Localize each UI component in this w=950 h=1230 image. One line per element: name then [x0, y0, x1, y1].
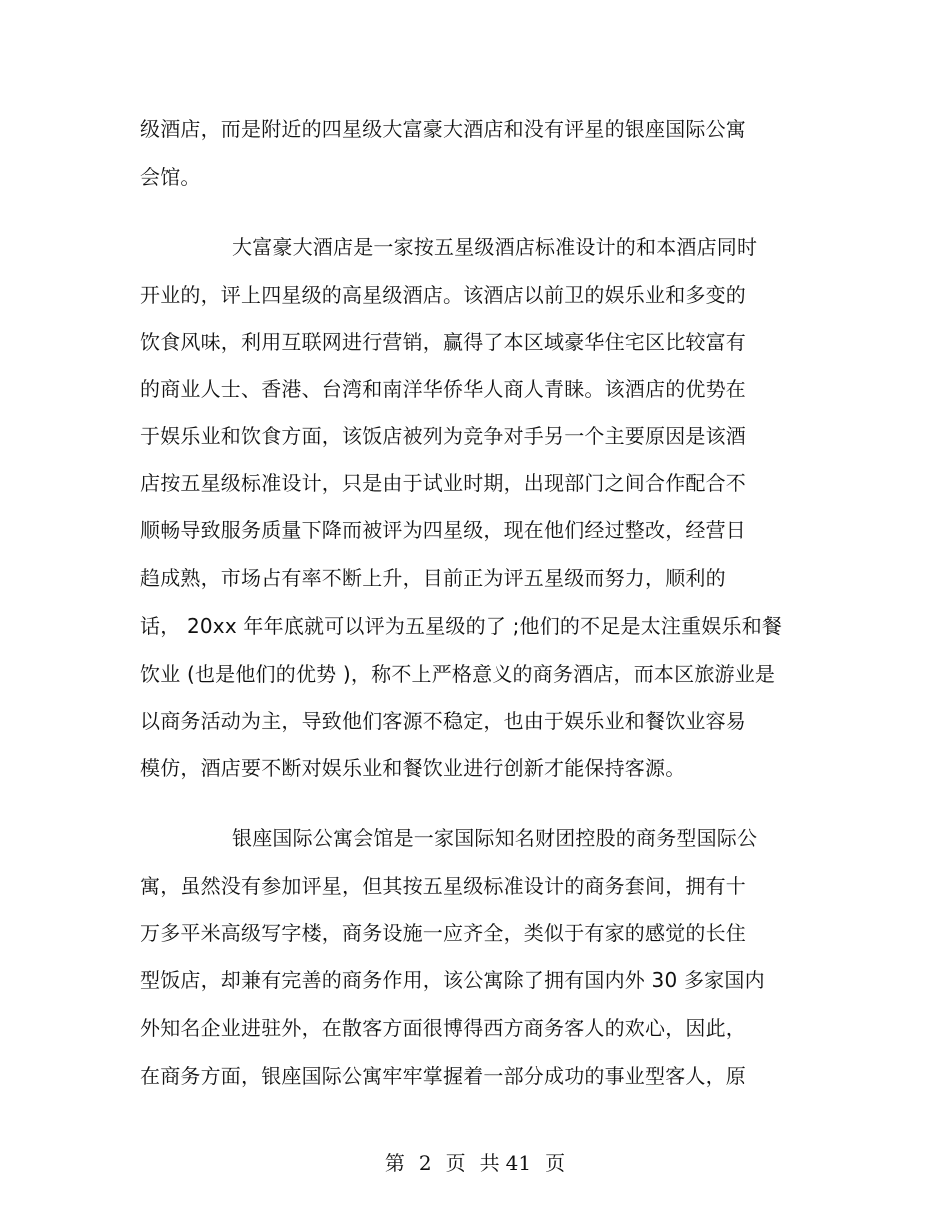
total-pages-number: 41: [505, 1151, 532, 1175]
text-line: 开业的，评上四星级的高星级酒店。该酒店以前卫的娱乐业和多变的: [140, 283, 746, 307]
footer-prefix: 第: [384, 1151, 405, 1175]
footer-page-word: 页: [445, 1151, 466, 1175]
text-line: 银座国际公寓会馆是一家国际知名财团控股的商务型国际公: [232, 826, 758, 850]
text-line: 寓，虽然没有参加评星，但其按五星级标准设计的商务套间，拥有十: [140, 874, 746, 898]
footer-total-prefix: 共: [479, 1151, 500, 1175]
text-line: 店按五星级标准设计，只是由于试业时期，出现部门之间合作配合不: [140, 471, 746, 495]
text-line: 以商务活动为主，导致他们客源不稳定，也由于娱乐业和餐饮业容易: [140, 709, 746, 733]
text-line: 饮业 (也是他们的优势 )，称不上严格意义的商务酒店，而本区旅游业是: [140, 662, 776, 686]
text-line: 级酒店，而是附近的四星级大富豪大酒店和没有评星的银座国际公寓: [140, 117, 746, 141]
text-line: 模仿，酒店要不断对娱乐业和餐饮业进行创新才能保持客源。: [140, 756, 686, 780]
text-line: 话， 20xx 年年底就可以评为五星级的了 ;他们的不足是太注重娱乐和餐: [140, 614, 783, 638]
text-line: 型饭店，却兼有完善的商务作用，该公寓除了拥有国内外 30 多家国内: [140, 968, 765, 992]
text-line: 在商务方面，银座国际公寓牢牢掌握着一部分成功的事业型客人，原: [140, 1064, 746, 1088]
text-line: 的商业人士、香港、台湾和南洋华侨华人商人青睐。该酒店的优势在: [140, 377, 746, 401]
text-line: 大富豪大酒店是一家按五星级酒店标准设计的和本酒店同时: [232, 235, 758, 259]
text-line: 于娱乐业和饮食方面，该饭店被列为竞争对手另一个主要原因是该酒: [140, 424, 746, 448]
text-line: 顺畅导致服务质量下降而被评为四星级，现在他们经过整改，经营日: [140, 518, 746, 542]
page-footer: [0, 1150, 950, 1176]
current-page-number: 2: [418, 1151, 432, 1175]
text-line: 饮食风味，利用互联网进行营销，赢得了本区域豪华住宅区比较富有: [140, 330, 746, 354]
text-line: 趋成熟，市场占有率不断上升，目前正为评五星级而努力，顺利的: [140, 566, 726, 590]
text-line: 外知名企业进驻外，在散客方面很博得西方商务客人的欢心，因此，: [140, 1016, 746, 1040]
text-line: 会馆。: [140, 165, 201, 189]
text-line: 万多平米高级写字楼，商务设施一应齐全，类似于有家的感觉的长住: [140, 921, 746, 945]
footer-suffix: 页: [545, 1151, 566, 1175]
